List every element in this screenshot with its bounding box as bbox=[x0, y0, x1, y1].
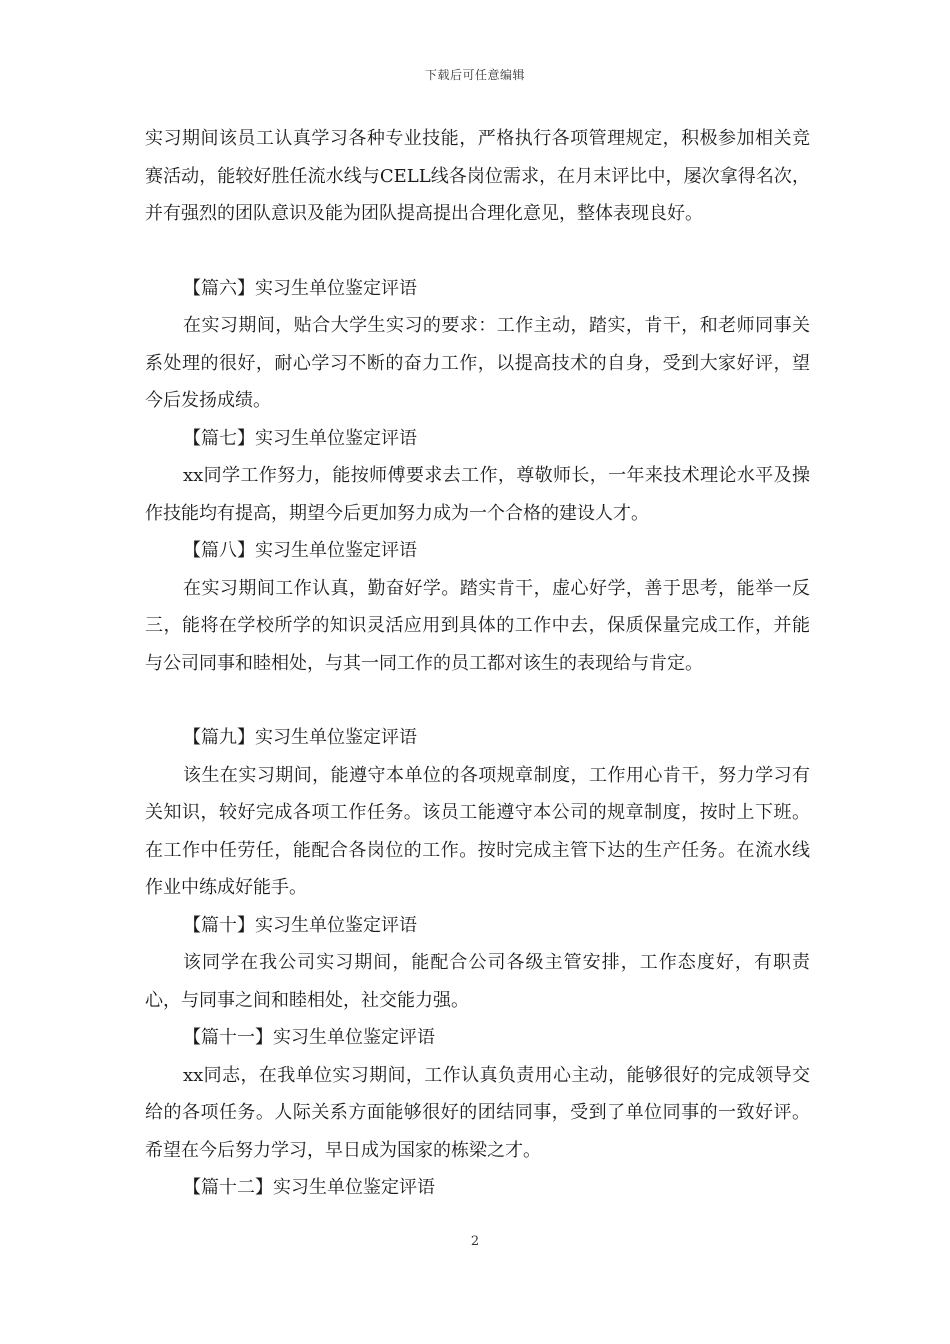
section-heading-7: 【篇七】实习生单位鉴定评语 bbox=[183, 427, 417, 449]
section-body-9: 该生在实习期间，能遵守本单位的各项规章制度，工作用心肯干，努力学习有关知识，较好完成各项工作任务。该员工能遵守本公司的规章制度，按时上下班。在工作中任劳任，能配合各岗位的工作。按时完成主管下达的生产任务。在流水线作业中练成好能手。 bbox=[145, 764, 810, 898]
header-note: 下载后可任意编辑 bbox=[424, 68, 525, 82]
section-gap bbox=[145, 682, 810, 719]
intro-paragraph: 实习期间该员工认真学习各种专业技能，严格执行各项管理规定，积极参加相关竞赛活动，能较好胜任流水线与CELL线各岗位需求，在月末评比中，屡次拿得名次，并有强烈的团队意识及能为团队提高提出合理化意见，整体表现良好。 bbox=[145, 128, 810, 224]
section-gap bbox=[145, 233, 810, 270]
section-heading-6: 【篇六】实习生单位鉴定评语 bbox=[183, 277, 417, 299]
section-body-7: xx同学工作努力，能按师傅要求去工作，尊敬师长，一年来技术理论水平及操作技能均有提高，期望今后更加努力成为一个合格的建设人才。 bbox=[145, 465, 810, 524]
section-body-10: 该同学在我公司实习期间，能配合公司各级主管安排，工作态度好，有职责心，与同事之间和睦相处，社交能力强。 bbox=[145, 952, 810, 1011]
section-body-6: 在实习期间，贴合大学生实习的要求：工作主动，踏实，肯干，和老师同事关系处理的很好，耐心学习不断的奋力工作，以提高技术的自身，受到大家好评，望今后发扬成绩。 bbox=[145, 315, 810, 411]
section-heading-8: 【篇八】实习生单位鉴定评语 bbox=[183, 540, 417, 561]
section-heading-11: 【篇十一】实习生单位鉴定评语 bbox=[183, 1027, 435, 1048]
document-body bbox=[145, 120, 810, 1207]
section-body-11: xx同志，在我单位实习期间，工作认真负责用心主动，能够很好的完成领导交给的各项任务。人际关系方面能够很好的团结同事，受到了单位同事的一致好评。希望在今后努力学习，早日成为国家的栋梁之才。 bbox=[145, 1064, 810, 1161]
section-heading-12: 【篇十二】实习生单位鉴定评语 bbox=[183, 1177, 435, 1198]
section-heading-10: 【篇十】实习生单位鉴定评语 bbox=[183, 914, 417, 936]
section-heading-9: 【篇九】实习生单位鉴定评语 bbox=[183, 727, 417, 748]
page-number: 2 bbox=[470, 1234, 480, 1249]
section-body-8: 在实习期间工作认真，勤奋好学。踏实肯干，虚心好学，善于思考，能举一反三，能将在学校所学的知识灵活应用到具体的工作中去，保质保量完成工作，并能与公司同事和睦相处，与其一同工作的员工都对该生的表现给与肯定。 bbox=[145, 577, 810, 674]
